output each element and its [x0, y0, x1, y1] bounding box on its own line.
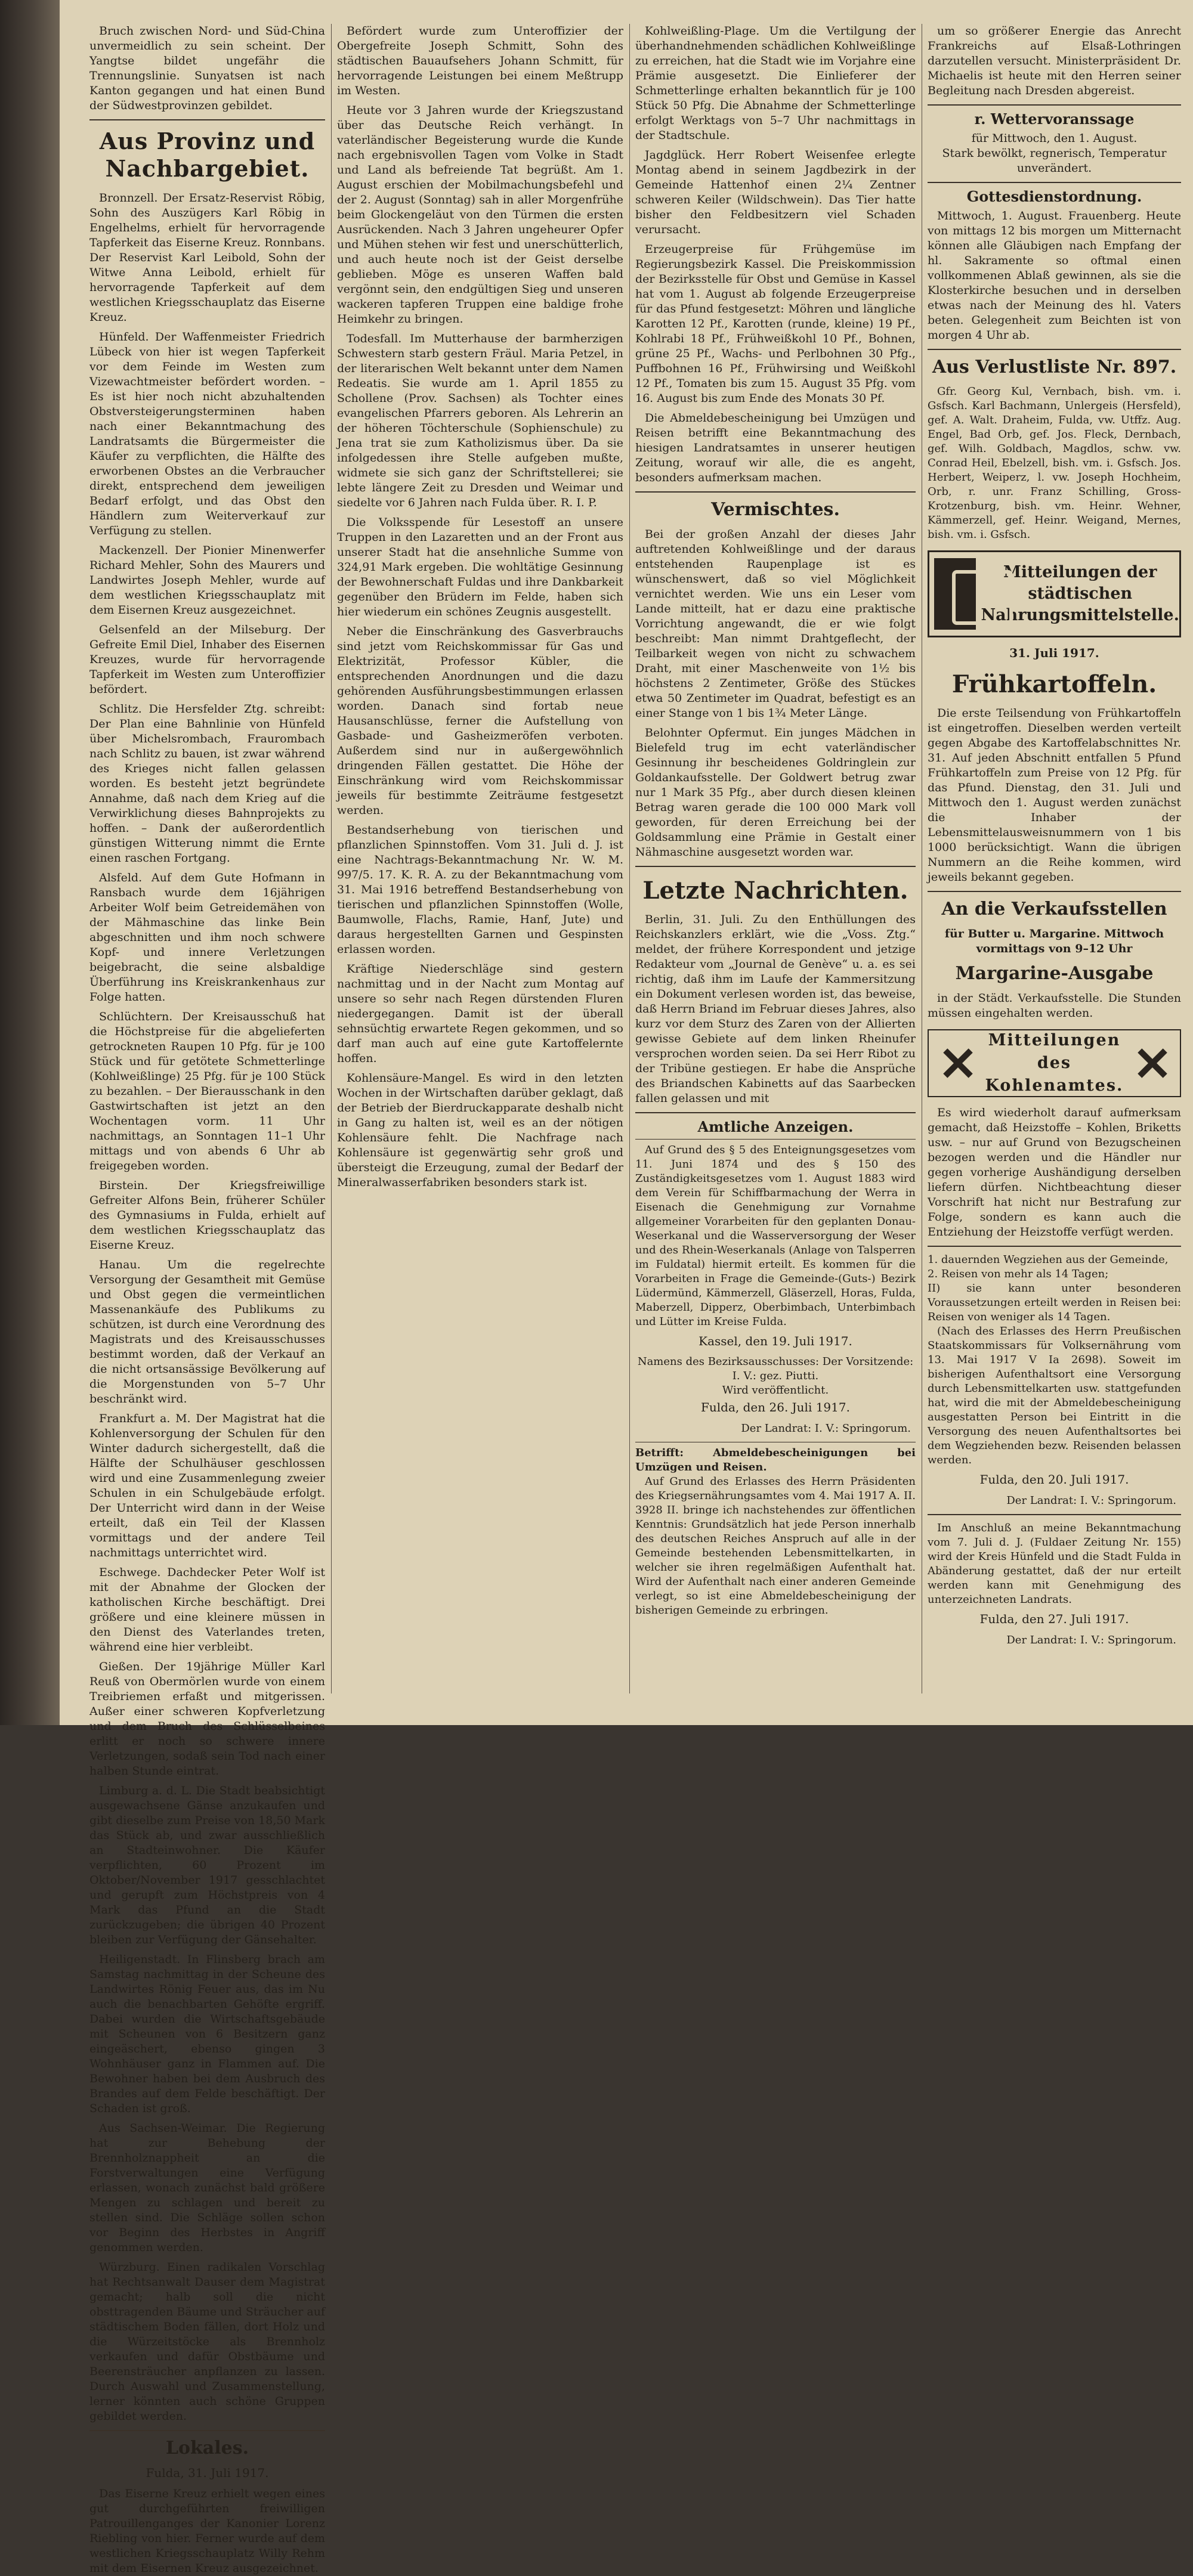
- news-item: Kräftige Niederschläge sind gestern nachmittag und in der Nacht zum Montag auf unsere so sehr nach Regen dürstenden Fluren niedergegangen. Damit ist der überall sehnsüchtig erwartete Regen gekommen, und so darf man auch auf eine gute Kartoffelernte hoffen.: [337, 962, 623, 1065]
- section-title-verlustliste: Aus Verlustliste Nr. 897.: [932, 357, 1177, 377]
- news-item: um so größerer Energie das Anrecht Frankreichs auf Elsaß-Lothringen darzutellen versucht. Ministerpräsident Dr. Michaelis ist heute mit den Herren seiner Begleitung nach Dresden abgereist.: [928, 24, 1181, 97]
- book-spine: [0, 0, 60, 1725]
- divider: [635, 866, 916, 867]
- news-item: Eschwege. Dachdecker Peter Wolf ist mit der Abnahme der Glocken der katholischen Kirche beschäftigt. Drei größere und eine kleinere müssen in den Dienst des Vaterlandes treten, während eine hier verbleibt.: [89, 1566, 325, 1654]
- news-item: Berlin, 31. Juli. Zu den Enthüllungen des Reichskanzlers erklärt, wie die „Voss. Ztg.“ meldet, der frühere Korrespondent und jetzige Redakteur vom „Journal de Genève“ u. a. es sei richtig, daß ihm im Laufe der Kammersitzung ein Dokument verlesen worden ist, das beweise, daß Herrn Briand im Februar dieses Jahres, also kurz vor dem Sturz des Zaren von der Allierten gewisse Gebiete auf dem linken Rheinufer versprochen worden seien. Da sei Herr Ribot zu der Tribüne gestiegen. Er habe die Ansprüche des Briandschen Kabinetts auf das Saarbecken fallen gelassen und mit: [635, 913, 916, 1105]
- dateline: Fulda, 31. Juli 1917.: [146, 2466, 269, 2480]
- publication-note: Wird veröffentlicht.: [722, 1384, 829, 1397]
- divider: [928, 1514, 1181, 1515]
- divider: [928, 1246, 1181, 1247]
- news-item: Schlitz. Die Hersfelder Ztg. schreibt: Der Plan eine Bahnlinie von Hünfeld über Michelsrombach, Fraurombach nach Schlitz zu bauen, ist zwar während des Krieges nicht fallen gelassen worden. Es besteht jetzt begründete Annahme, daß nach dem Krieg auf die Verwirklichung dieses Bahnprojekts zu hoffen. – Dank der außerordentlich günstigen Witterung nimmt die Ernte einen raschen Fortgang.: [89, 702, 325, 865]
- news-item: Erzeugerpreise für Frühgemüse im Regierungsbezirk Kassel. Die Preiskommission der Bezirksstelle für Obst und Gemüse in Kassel hat vom 1. August ab folgende Erzeugerpreise für das Pfund festgesetzt: Möhren und längliche Karotten 12 Pf., Karotten (runde, kleine) 19 Pf., Kohlrabi 18 Pf., Frühweißkohl 10 Pf., Bohnen, grüne 25 Pf., Wachs- und Perlbohnen 30 Pfg., Puffbohnen 16 Pf., Frühwirsing und Weißkohl 12 Pf., Tomaten bis zum 15. August 35 Pfg. vom 16. August bis zum Ende des Monats 30 Pf.: [635, 243, 916, 405]
- section-title-vermischtes: Vermischtes.: [711, 499, 840, 520]
- signature: Der Landrat: I. V.: Springorum.: [1006, 1634, 1176, 1646]
- official-notice: Im Anschluß an meine Bekanntmachung vom 7. Juli d. J. (Fuldaer Zeitung Nr. 155) wird der Kreis Hünfeld und die Stadt Fulda in Abänderung gestattet, daß der nur erteilt werden kann mit Genehmigung des unterzeichneten Landrats.: [928, 1522, 1181, 1606]
- news-item: Neber die Einschränkung des Gasverbrauchs sind jetzt vom Reichskommissar für Gas und Elektrizität, Professor Kübler, die entsprechenden Anordnungen und die dazu gehörenden Ausführungsbestimmungen erlassen worden. Danach sind fortab neue Hausanschlüsse, ferner die Aufstellung von Gasbade- und Gasheizmeröfen verboten. Außerdem sind nur in außergewöhnlich dringenden Fällen gestattet. Die Höhe der Einschränkung wird vom Reichskommissar jeweils für bestimmte Zeiträume festgesetzt werden.: [337, 625, 623, 817]
- list-item: 2. Reisen von mehr als 14 Tagen;: [928, 1268, 1109, 1280]
- column-rule: [629, 24, 630, 1693]
- news-item: Kohlensäure-Mangel. Es wird in den letzten Wochen in der Wirtschaften darüber geklagt, daß der Betrieb der Bierdruckapparate deshalb nicht in Gang zu halten ist, weil es an der nötigen Kohlensäure fehlt. Die Nachfrage nach Kohlensäure ist gegenwärtig sehr groß und übersteigt die Erzeugung, zumal der Bedarf der Mineralwasserfabriken besonders stark ist.: [337, 1072, 623, 1189]
- official-notice: (Nach des Erlasses des Herrn Preußischen Staatskommissars für Volksernährung vom 13. Mai 1917 V Ia 2698). Soweit im bisherigen Aufenthaltsort eine Versorgung durch Lebensmittelkarten usw. stattgefunden hat, wird die mit der Abmeldebescheinigung ausgestatten Person bei Eintritt in die Versorgung des neuen Aufenthaltsortes bei dem Wegziehenden bezw. Reisenden belassen werden.: [928, 1325, 1181, 1466]
- divider: [89, 119, 325, 120]
- section-title-verkaufsstellen: An die Verkaufsstellen: [941, 899, 1167, 919]
- list-item: II) sie kann unter besonderen Voraussetzungen erteilt werden in Reisen bei: Reisen von weniger als 14 Tagen.: [928, 1282, 1181, 1323]
- signature: Namens des Bezirksausschusses: Der Vorsitzende: I. V.: gez. Piutti.: [637, 1355, 914, 1382]
- sale-times: für Butter u. Margarine. Mittwoch vormittags von 9–12 Uhr: [944, 927, 1164, 955]
- news-item: Mackenzell. Der Pionier Minenwerfer Richard Mehler, Sohn des Maurers und Landwirtes Joseph Mehler, wurde auf dem westlichen Kriegsschauplatz mit dem Eisernen Kreuz ausgezeichnet.: [89, 544, 325, 617]
- news-item: Die erste Teilsendung von Frühkartoffeln ist eingetroffen. Dieselben werden verteilt gegen Abgabe des Kartoffelabschnittes Nr. 31. Auf jeden Abschnitt entfallen 5 Pfund Frühkartoffeln zum Preise von 12 Pfg. für das Pfund. Dienstag, den 31. Juli und Mittwoch den 1. August werden zunächst die Inhaber der Lebensmittelausweisnummern von 1 bis 1000 berücksichtigt. Wann die übrigen Nummern an die Reihe kommen, wird jeweils bekannt gegeben.: [928, 707, 1181, 884]
- divider: [928, 182, 1181, 183]
- news-item: Hünfeld. Der Waffenmeister Friedrich Lübeck von hier ist wegen Tapferkeit vor dem Feinde im Westen zum Vizewachtmeister befördert worden. – Es ist hier noch nicht abzuhaltenden Obstversteigerungsterminen haben nach einer Bekanntmachung des Landratsamts die Bürgermeister die Käufer zu verpflichten, die Hälfte des erworbenen Obstes an die Verbraucher direkt, entsprechend dem jeweiligen Bedarf erfolgt, und das Obst den Händlern zum Weiterverkauf zur Verfügung zu stellen.: [89, 330, 325, 537]
- column-2: [337, 24, 623, 1693]
- divider: [89, 2430, 325, 2431]
- section-title-gottesdienst: Gottesdienstordnung.: [966, 188, 1142, 205]
- newspaper-page: [60, 0, 1193, 2575]
- column-3: [635, 24, 916, 1693]
- news-item: Jagdglück. Herr Robert Weisenfee erlegte Montag abend in seinem Jagdbezirk in der Gemeinde Hattenhof einen 2¼ Zentner schweren Keiler (Wildschwein). Das Tier hatte bisher den Feldbesitzern viel Schaden verursacht.: [635, 148, 916, 236]
- news-item: Die Volksspende für Lesestoff an unsere Truppen in den Lazaretten und an der Front aus unserer Stadt hat die ansehnliche Summe von 324,91 Mark ergeben. Die wohltätige Gesinnung der Bewohnerschaft Fuldas und ihre Dankbarkeit gegenüber den Brüdern im Felde, haben sich hier wiederum ein schönes Zeugnis ausgestellt.: [337, 516, 623, 618]
- weather-forecast: Stark bewölkt, regnerisch, Temperatur unverändert.: [942, 147, 1167, 175]
- section-title-margarine: Margarine-Ausgabe: [955, 963, 1154, 984]
- divider: [928, 349, 1181, 350]
- dateline: Fulda, den 27. Juli 1917.: [979, 1612, 1129, 1626]
- news-item: Birstein. Der Kriegsfreiwillige Gefreiter Alfons Bein, früherer Schüler des Gymnasiums in Fulda, erhielt auf dem westlichen Kriegsschauplatz das Eiserne Kreuz.: [89, 1179, 325, 1252]
- dateline: Fulda, den 20. Juli 1917.: [979, 1472, 1129, 1487]
- crossed-hammers-icon: [1132, 1042, 1172, 1084]
- section-title-amtliche-anzeigen: Amtliche Anzeigen.: [697, 1118, 854, 1135]
- official-notice: Auf Grund des Erlasses des Herrn Präsidenten des Kriegsernährungsamtes vom 4. Mai 1917 A. II. 3928 II. bringe ich nachstehendes zur öffentlichen Kenntnis: Grundsätzlich hat jede Person innerhalb des deutschen Reiches Anspruch auf alle in der Gemeinde bestehenden Lebensmittelkarten, in welcher sie ihren regelmäßigen Aufenthalt hat. Wird der Aufenthalt nach einer anderen Gemeinde verlegt, so ist eine Abmeldebescheinigung der bisherigen Gemeinde zu erbringen.: [635, 1475, 916, 1617]
- section-title-fruehkartoffeln: Frühkartoffeln.: [951, 670, 1157, 698]
- city-emblem-icon: [934, 558, 976, 630]
- notice-subject: Betrifft: Abmeldebescheinigungen bei Umzügen und Reisen.: [635, 1447, 916, 1473]
- news-item: Es wird wiederholt darauf aufmerksam gemacht, daß Heizstoffe – Kohlen, Briketts usw. – nur auf Grund von Bezugscheinen bezogen werden und die Händler nur gegen vorherige Aushändigung derselben liefern dürfen. Nichtbeachtung dieser Vorschrift hat nicht nur Bestrafung zur Folge, sondern es kann auch die Entziehung der Heizstoffe verfügt werden.: [928, 1106, 1181, 1239]
- news-item: Kohlweißling-Plage. Um die Vertilgung der überhandnehmenden schädlichen Kohlweißlinge zu erreichen, hat die Stadt wie im Vorjahre eine Prämie ausgesetzt. Die Einlieferer der Schmetterlinge erhalten bekanntlich für je 100 Stück 50 Pfg. Die Abnahme der Schmetterlinge erfolgt Werktags von 5–7 Uhr nachmittags in der Stadtschule.: [635, 24, 916, 142]
- divider: [635, 491, 916, 493]
- casualty-list: Gfr. Georg Kul, Vernbach, bish. vm. i. Gsfsch. Karl Bachmann, Unlergeis (Hersfeld), gef. A. Walt. Draheim, Fulda, vw. Utffz. Aug. Engel, Bad Orb, gef. Jos. Fleck, Dernbach, gef. Wilh. Goldbach, Magdlos, schw. vw. Conrad Heil, Ebelzell, bish. vm. i. Gsfsch. Jos. Herbert, Weiperz, l. vw. Joseph Hochheim, Orb, r. unr. Franz Schilling, Gross-Krotzenburg, bish. vm. Heinr. Wehner, Kämmerzell, gef. Heinr. Weigand, Mernes, bish. vm. i. Gsfsch.: [928, 385, 1181, 541]
- news-item: Bestandserhebung von tierischen und pflanzlichen Spinnstoffen. Vom 31. Juli d. J. ist eine Nachtrags-Bekanntmachung Nr. W. M. 997/5. 17. K. R. A. zu der Bekanntmachung vom 31. Mai 1916 betreffend Bestandserhebung von tierischen und pflanzlichen Spinnstoffen (Wolle, Baumwolle, Flachs, Ramie, Hanf, Jute) und daraus hergestellten Garnen und Gespinsten erlassen worden.: [337, 823, 623, 956]
- section-title-lokales: Lokales.: [165, 2438, 249, 2459]
- news-item: Heiligenstadt. In Flinsberg brach am Samstag nachmittag in der Scheune des Landwirtes Rönig Feuer aus, das im Nu auch die benachbarten Gehöfte ergriff. Dabei wurden die Wirtschaftsgebäude mit Scheunen von 6 Besitzern ganz eingeäschert, ebenso gingen 3 Wohnhäuser ganz in Flammen auf. Die Bewohner haben bei dem Ausbruch des Brandes auf dem Felde beschäftigt. Der Schaden ist groß.: [89, 1953, 325, 2115]
- news-item: Die Abmeldebescheinigung bei Umzügen und Reisen betrifft eine Bekanntmachung des hiesigen Landratsamtes in unserer heutigen Zeitung, worauf wir alle, die es angeht, besonders aufmerksam machen.: [635, 411, 916, 484]
- news-item: Mittwoch, 1. August. Frauenberg. Heute von mittags 12 bis morgen um Mitternacht können alle Gläubigen nach Empfang der hl. Sakramente so oftmal einen vollkommenen Ablaß gewinnen, als sie die Klosterkirche besuchen und in derselben etwas nach der Meinung des hl. Vaters beten. Gelegenheit zum Beichten ist von morgen 4 Uhr ab.: [928, 209, 1181, 342]
- news-item: Alsfeld. Auf dem Gute Hofmann in Ransbach wurde dem 16jährigen Arbeiter Wolf beim Getreidemähen von der Mähmaschine das linke Bein abgeschnitten und ihm noch schwere Kopf- und innere Verletzungen beigebracht, die seine alsbaldige Überführung ins Kreiskrankenhaus zur Folge hatten.: [89, 871, 325, 1004]
- kohlenamt-title: Mitteilungen des Kohlenamtes.: [985, 1031, 1124, 1095]
- divider: [928, 891, 1181, 892]
- divider: [635, 1139, 916, 1140]
- dateline: Fulda, den 26. Juli 1917.: [701, 1400, 850, 1414]
- dateline: 31. Juli 1917.: [1009, 646, 1099, 660]
- nahrungsmittelstelle-title: Mitteilungen der städtischen Nahrungsmittelstelle.: [981, 563, 1180, 624]
- news-item: Gießen. Der 19jährige Müller Karl Reuß von Obermörlen wurde von einem Treibriemen erfaßt und mitgerissen. Außer einer schweren Kopfverletzung und dem Bruch des Schlüsselbeines erlitt er noch so schwere innere Verletzungen, sodaß sein Tod nach einer halben Stunde eintrat.: [89, 1660, 325, 1778]
- news-item: Limburg a. d. L. Die Stadt beabsichtigt ausgewachsene Gänse anzukaufen und gibt dieselbe zum Preise von 18,50 Mark das Stück ab, und zwar ausschließlich an Stadteinwohner. Die Käufer verpflichten, 60 Prozent im Oktober/November 1917 gesschlachtet und gerupft zum Höchstpreis von 4 Mark das Pfund an die Stadt zurückzugeben; die übrigen 40 Prozent bleiben zur Verfügung der Gänsehalter.: [89, 1784, 325, 1946]
- news-item: Bronnzell. Der Ersatz-Reservist Röbig, Sohn des Auszügers Karl Röbig in Engelhelms, erhielt für hervorragende Tapferkeit das Eiserne Kreuz. Ronnbans. Der Reservist Karl Leibold, Sohn der Witwe Anna Leibold, erhielt für hervorragende Tapferkeit auf dem westlichen Kriegsschauplatz das Eiserne Kreuz.: [89, 191, 325, 324]
- news-item: Das Eiserne Kreuz erhielt wegen eines gut durchgeführten freiwilligen Patrouillenganges der Kanonier Lorenz Riebling von hier. Ferner wurde auf dem westlichen Kriegsschauplatz Willy Rehm mit dem Eisernen Kreuz ausgezeichnet.: [89, 2487, 325, 2575]
- news-item: Hanau. Um die regelrechte Versorgung der Gesamtheit mit Gemüse und Obst gegen die vermeintlichen Massenankäufe des Publikums zu schützen, ist durch eine Verordnung des Magistrats und des Kreisausschusses bestimmt worden, daß der Verkauf an die nicht ortsansässige Bevölkerung auf die Morgenstunden von 5–7 Uhr beschränkt wird.: [89, 1258, 325, 1405]
- section-title-letzte-nachrichten: Letzte Nachrichten.: [642, 877, 908, 905]
- news-item: Schlüchtern. Der Kreisausschuß hat die Höchstpreise für die abgelieferten getrockneten Raupen 10 Pfg. für je 100 Stück und für getötete Schmetterlinge (Kohlweißlinge) 25 Pfg. für je 100 Stück zu bezahlen. – Der Bierausschank in den Gastwirtschaften ist jetzt an den Wochentagen vorm. 11 Uhr nachmittags, an Sonntagen 11–1 Uhr mittags und von abends 6 Uhr ab freigegeben worden.: [89, 1010, 325, 1172]
- crossed-hammers-icon: [937, 1042, 977, 1084]
- signature: Der Landrat: I. V.: Springorum.: [1006, 1494, 1176, 1507]
- news-item: Heute vor 3 Jahren wurde der Kriegszustand über das Deutsche Reich verhängt. In vaterländischer Begeisterung wurde die Kunde nach ergebnisvollen Tagen vom Volke in Stadt und Land als befreiende Tat begrüßt. Am 1. August erschien der Mobilmachungsbefehl und der 2. August (Sonntag) sah in aller Morgenfrühe beim Glockengeläut von den Türmen die ersten Ausrückenden. Nach 3 Jahren ungeheurer Opfer und Mühen stehen wir fest und unerschütterlich, und auch heute noch ist der Geist derselbe geblieben. Möge es unseren Waffen bald vergönnt sein, den endgültigen Sieg und unseren wackeren tapferen Truppen eine baldige frohe Heimkehr zu bringen.: [337, 104, 623, 326]
- column-1: [89, 24, 326, 2575]
- news-item: Frankfurt a. M. Der Magistrat hat die Kohlenversorgung der Schulen für den Winter dadurch sichergestellt, daß die Hälfte der Schulhäuser geschlossen wird und eine Zusammenlegung zweier Schulen in ein Schulgebäude erfolgt. Der Unterricht wird dann in der Weise erteilt, daß ein Teil der Klassen vormittags und der andere Teil nachmittags unterrichtet wird.: [89, 1412, 325, 1559]
- weather-date: für Mittwoch, den 1. August.: [971, 132, 1138, 145]
- kohlenamt-header: [928, 1029, 1181, 1097]
- news-item: Aus Sachsen-Weimar. Die Regierung hat zur Behebung der Brennholznappheit an die Forstverwaltungen eine Verfügung erlassen, wonach zunächst bald größere Mengen zu schlagen und bereit zu stellen sind. Die Schläge sollen schon vor Beginn des Herbstes in Angriff genommen werden.: [89, 2122, 325, 2254]
- news-item: in der Städt. Verkaufsstelle. Die Stunden müssen eingehalten werden.: [928, 992, 1181, 1020]
- weather-title: r. Wettervoranssage: [974, 110, 1135, 128]
- dateline: Kassel, den 19. Juli 1917.: [699, 1334, 852, 1348]
- column-rule: [331, 24, 332, 1693]
- column-4: [928, 24, 1181, 1693]
- news-item: Belohnter Opfermut. Ein junges Mädchen in Bielefeld trug im echt vaterländischer Gesinnung ihr bescheidenes Goldringlein zur Goldankaufsstelle. Der Goldwert betrug zwar nur 1 Mark 35 Pfg., aber durch diesen kleinen Betrag waren gerade die 100 000 Mark voll geworden, für deren Erreichung bei der Goldsammlung eine Prämie in Gestalt einer Nähmaschine ausgesetzt worden war.: [635, 726, 916, 859]
- news-item: Befördert wurde zum Unteroffizier der Obergefreite Joseph Schmitt, Sohn des städtischen Bauaufsehers Johann Schmitt, für hervorragende Leistungen bei einem Meßtrupp im Westen.: [337, 24, 623, 97]
- section-title-provinz: Aus Provinz und Nachbargebiet.: [99, 128, 316, 182]
- divider: [928, 104, 1181, 106]
- official-notice: Auf Grund des § 5 des Enteignungsgesetzes vom 11. Juni 1874 und des § 150 des Zuständigkeitsgesetzes vom 1. August 1883 wird dem Verein für Schiffbarmachung der Werra in Eisenach die Genehmigung zur Vornahme allgemeiner Vorarbeiten für den geplanten Donau-Weserkanal und die Wasserversorgung der Weser und des Rhein-Weserkanals (Anlage von Talsperren im Fuldatal) hiermit erteilt. Es kommen für die Vorarbeiten in Frage die Gemeinde-(Guts-) Bezirk Lüdermünd, Kämmerzell, Gläserzell, Horas, Fulda, Maberzell, Dipperz, Oberbimbach, Unterbimbach und Lütter im Kreise Fulda.: [635, 1144, 916, 1328]
- signature: Der Landrat: I. V.: Springorum.: [741, 1422, 911, 1435]
- news-item: Gelsenfeld an der Milseburg. Der Gefreite Emil Diel, Inhaber des Eisernen Kreuzes, wurde für hervorragende Tapferkeit im Westen zum Unteroffizier befördert.: [89, 623, 325, 696]
- intro-paragraph: Bruch zwischen Nord- und Süd-China unvermeidlich zu sein scheint. Der Yangtse bildet ungefähr die Trennungslinie. Sunyatsen ist nach Kanton gegangen und hat einen Bund der Südwestprovinzen gebildet.: [89, 24, 325, 112]
- nahrungsmittelstelle-header: [928, 550, 1181, 637]
- divider: [635, 1112, 916, 1113]
- news-item: Würzburg. Einen radikalen Vorschlag hat Rechtsanwalt Dauser dem Magistrat gemacht; halb soll die nicht obsttragenden Bäume und Sträucher auf städtischem Boden fällen, dort Holz und die Würzeitstöcke als Brennholz verkaufen und dafür Obstbäume und Beerensträucher anpflanzen zu lassen. Durch Auswahl und Zusammenstellung, lerner könnten auch schöne Gruppen gebildet werden.: [89, 2261, 326, 2423]
- list-item: 1. dauernden Wegziehen aus der Gemeinde,: [928, 1253, 1169, 1266]
- news-item: Bei der großen Anzahl der dieses Jahr auftretenden Kohlweißlinge und der daraus entstehenden Raupenplage ist es wünschenswert, daß so viel Möglichkeit vernichtet werden. Wie uns ein Leser vom Lande mitteilt, hat er dazu eine praktische Vorrichtung angewandt, die er wie folgt beschreibt: Man nimmt Drahtgeflecht, der Teilbarkeit wegen von nicht zu schwachem Draht, mit einer Maschenweite von 1½ bis höchstens 2 Zentimeter, Größe des Stückes etwa 50 Zentimeter im Quadrat, befestigt es an einer Stange von 1 bis 1¾ Meter Länge.: [635, 528, 916, 720]
- news-item: Todesfall. Im Mutterhause der barmherzigen Schwestern starb gestern Fräul. Maria Petzel, in der literarischen Welt bekannt unter dem Namen Redeatis. Sie wurde am 1. April 1855 zu Schollene (Prov. Sachsen) als Tochter eines evangelischen Pfarrers geboren. Als Lehrerin an der höheren Töchterschule (Sophienschule) zu Jena trat sie zum Katholizismus über. Da sie infolgedessen ihre Stelle aufgeben mußte, widmete sie sich ganz der Schriftstellerei; sie lebte längere Zeit zu Dresden und Weimar und siedelte vor 6 Jahren nach Fulda über. R. I. P.: [337, 332, 623, 509]
